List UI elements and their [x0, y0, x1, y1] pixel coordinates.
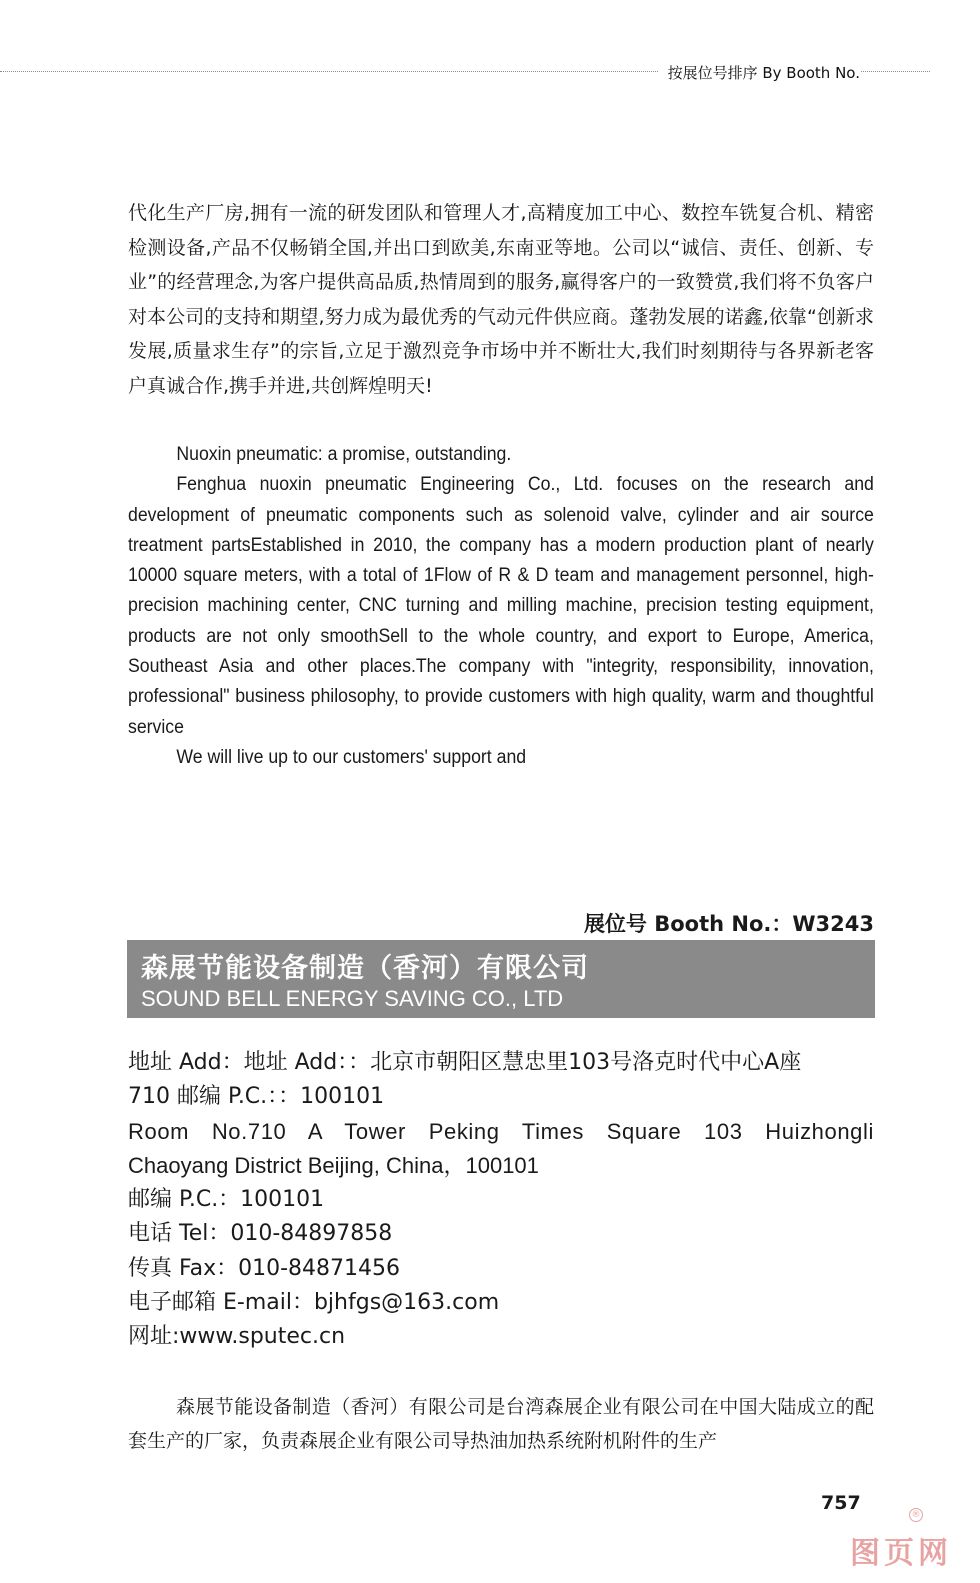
english-paragraph: We will live up to our customers' support and	[176, 746, 527, 768]
address-english-line: Room No.710 A Tower Peking Times Square 103 Huizhongli	[128, 1118, 874, 1144]
fax-line: 传真 Fax：010-84871456	[128, 1255, 401, 1281]
english-paragraph: Nuoxin pneumatic: a promise, outstanding.	[176, 444, 512, 465]
booth-number: 展位号 Booth No.：W3243	[583, 912, 874, 936]
company-title-band	[127, 940, 875, 1018]
previous-entry-english-text	[128, 440, 874, 773]
postcode-line: 邮编 P.C.：100101	[128, 1187, 325, 1213]
company-name-english: SOUND BELL ENERGY SAVING CO., LTD	[141, 986, 564, 1011]
section-header: 按展位号排序 By Booth No.	[658, 62, 860, 83]
company-introduction: 森展节能设备制造（香河）有限公司是台湾森展企业有限公司在中国大陆成立的配套生产的厂家，负责森展企业有限公司导热油加热系统附机附件的生产	[128, 1396, 874, 1452]
registered-trademark-icon: ®	[909, 1508, 923, 1522]
phone-line: 电话 Tel：010-84897858	[128, 1221, 393, 1247]
previous-entry-chinese-text: 代化生产厂房,拥有一流的研发团队和管理人才,高精度加工中心、数控车铣复合机、精密检测设备,产品不仅畅销全国,并出口到欧美,东南亚等地。公司以“诚信、责任、创新、专业”的经营理念,为客户提供高品质,热情周到的服务,赢得客户的一致赞赏,我们将不负客户对本公司的支持和期望,努力成为最优秀的气动元件供应商。蓬勃发展的诺鑫,依靠“创新求发展,质量求生存”的宗旨,立足于激烈竞争市场中并不断壮大,我们时刻期待与各界新老客户真诚合作,携手并进,共创辉煌明天!	[128, 202, 874, 397]
address-english-line: Chaoyang District Beijing, China，100101	[128, 1152, 539, 1178]
contact-info	[128, 1046, 874, 1355]
address-line: 地址 Add：地址 Add：：北京市朝阳区慧忠里103号洛克时代中心A座	[128, 1050, 802, 1075]
email-line: 电子邮箱 E-mail：bjhfgs@163.com	[128, 1290, 500, 1316]
english-paragraph: Fenghua nuoxin pneumatic Engineering Co., Ltd. focuses on the research and development of pneumatic components such as solenoid valve, cylinder and air source treatment partsEstablished in 2010, the company has a modern production plant of nearly 10000 square meters, with a total of 1Flow of R & D team and management personnel, high-precision machining center, CNC turning and milling machine, precision testing equipment, products are not only smoothSell to the whole country, and export to Europe, America, Southeast Asia and other places.The company with "integrity, responsibility, innovation, professional" business philosophy, to provide customers with high quality, warm and thoughtful service	[128, 474, 874, 738]
company-name-chinese: 森展节能设备制造（香河）有限公司	[141, 953, 589, 984]
website-line: 网址:www.sputec.cn	[128, 1324, 346, 1350]
watermark-logo: 图页网	[850, 1536, 952, 1571]
address-postcode-line: 710 邮编 P.C.：：100101	[128, 1084, 385, 1110]
page-number: 757	[821, 1492, 861, 1514]
